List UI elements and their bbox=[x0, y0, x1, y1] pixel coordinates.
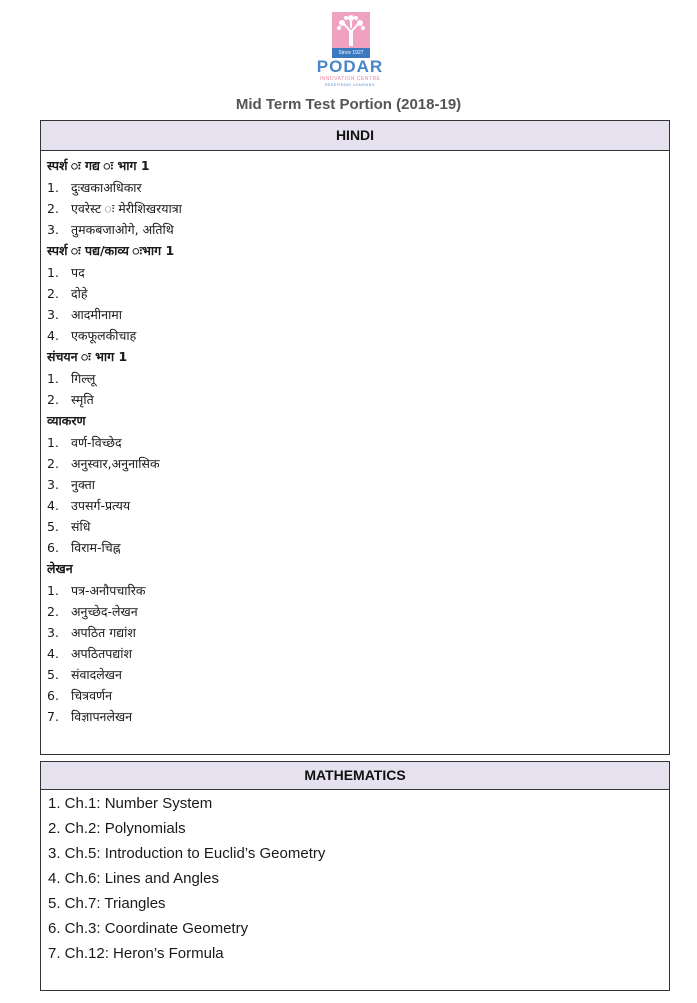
list-item: 2. Ch.2: Polynomials bbox=[48, 820, 186, 837]
list-item bbox=[47, 304, 669, 325]
list-item-number: 3. bbox=[47, 625, 59, 640]
hindi-subheading: संचयन ः भाग 1 bbox=[47, 349, 128, 364]
list-item bbox=[47, 325, 669, 346]
list-item-text: अपठित गद्यांश bbox=[71, 625, 136, 640]
list-item: 5. Ch.7: Triangles bbox=[48, 895, 166, 912]
logo-tagline: REDEFINING LEARNING bbox=[325, 83, 375, 87]
list-item-number: 1. bbox=[47, 180, 59, 195]
list-item-text: संवादलेखन bbox=[71, 667, 122, 682]
list-item-number: 3. bbox=[47, 222, 59, 237]
list-item-text: दोहे bbox=[71, 286, 88, 301]
list-item-text: दुःखकाअधिकार bbox=[71, 180, 142, 195]
list-item bbox=[47, 262, 669, 283]
list-item-text: तुमकबजाओगे, अतिथि bbox=[71, 222, 174, 237]
hindi-list bbox=[47, 580, 669, 727]
school-logo bbox=[300, 12, 400, 87]
list-item bbox=[47, 685, 669, 706]
list-item-number: 7. bbox=[47, 709, 59, 724]
list-item-text: पत्र-अनौपचारिक bbox=[71, 583, 146, 598]
list-item-text: चित्रवर्णन bbox=[71, 688, 113, 703]
list-item-number: 2. bbox=[47, 604, 59, 619]
list-item-text: उपसर्ग-प्रत्यय bbox=[71, 498, 131, 513]
list-item-number: 6. bbox=[47, 688, 59, 703]
list-item: 7. Ch.12: Heron’s Formula bbox=[48, 945, 224, 962]
list-item-number: 4. bbox=[47, 498, 59, 513]
list-item-number: 1. bbox=[47, 583, 59, 598]
logo-since: Since 1927 bbox=[332, 48, 370, 58]
mathematics-section bbox=[40, 761, 670, 991]
list-item bbox=[47, 177, 669, 198]
hindi-subheading: स्पर्श ः पद्य/काव्य ःभाग 1 bbox=[47, 243, 175, 258]
list-item-number: 1. bbox=[47, 371, 59, 386]
list-item bbox=[47, 601, 669, 622]
tree-icon bbox=[332, 12, 370, 48]
list-item bbox=[47, 537, 669, 558]
list-item-text: आदमीनामा bbox=[71, 307, 123, 322]
list-item-number: 2. bbox=[47, 392, 59, 407]
list-item-text: विज्ञापनलेखन bbox=[71, 709, 133, 724]
list-item-number: 3. bbox=[47, 307, 59, 322]
list-item-text: अनुस्वार,अनुनासिक bbox=[71, 456, 160, 471]
list-item-number: 3. bbox=[47, 477, 59, 492]
hindi-section bbox=[40, 120, 670, 755]
mathematics-header: MATHEMATICS bbox=[41, 762, 669, 790]
list-item bbox=[47, 643, 669, 664]
hindi-list bbox=[47, 368, 669, 410]
mathematics-list bbox=[41, 790, 669, 966]
hindi-header: HINDI bbox=[41, 121, 669, 151]
page-title: Mid Term Test Portion (2018-19) bbox=[235, 96, 462, 113]
list-item bbox=[47, 368, 669, 389]
list-item bbox=[47, 283, 669, 304]
list-item bbox=[47, 495, 669, 516]
list-item bbox=[47, 432, 669, 453]
list-item: 4. Ch.6: Lines and Angles bbox=[48, 870, 219, 887]
hindi-body bbox=[41, 151, 669, 727]
list-item-number: 5. bbox=[47, 667, 59, 682]
list-item-text: वर्ण-विच्छेद bbox=[71, 435, 122, 450]
list-item bbox=[47, 453, 669, 474]
list-item-text: अपठितपद्यांश bbox=[71, 646, 132, 661]
hindi-list bbox=[47, 432, 669, 558]
list-item bbox=[47, 219, 669, 240]
list-item-text: पद bbox=[71, 265, 85, 280]
list-item-number: 4. bbox=[47, 646, 59, 661]
list-item-number: 2. bbox=[47, 201, 59, 216]
list-item: 1. Ch.1: Number System bbox=[48, 795, 213, 812]
list-item-number: 6. bbox=[47, 540, 59, 555]
list-item: 6. Ch.3: Coordinate Geometry bbox=[48, 920, 249, 937]
list-item bbox=[47, 664, 669, 685]
list-item-text: एवरेस्ट ः मेरीशिखरयात्रा bbox=[71, 201, 182, 216]
hindi-list bbox=[47, 177, 669, 240]
hindi-list bbox=[47, 262, 669, 346]
list-item-number: 2. bbox=[47, 456, 59, 471]
list-item bbox=[47, 474, 669, 495]
list-item-text: गिल्लू bbox=[71, 371, 96, 386]
list-item-number: 1. bbox=[47, 435, 59, 450]
list-item-text: संधि bbox=[71, 519, 91, 534]
logo-subtitle: INNOVATION CENTRE bbox=[319, 76, 381, 82]
list-item-text: एकफूलकीचाह bbox=[71, 328, 137, 343]
list-item-number: 2. bbox=[47, 286, 59, 301]
list-item bbox=[47, 622, 669, 643]
hindi-subheading: व्याकरण bbox=[47, 413, 86, 428]
list-item: 3. Ch.5: Introduction to Euclid’s Geometry bbox=[48, 845, 326, 862]
list-item-text: विराम-चिह्न bbox=[71, 540, 121, 555]
list-item-number: 4. bbox=[47, 328, 59, 343]
list-item-number: 1. bbox=[47, 265, 59, 280]
list-item bbox=[47, 580, 669, 601]
logo-name: PODAR bbox=[316, 57, 384, 76]
hindi-subheading: स्पर्श ः गद्य ः भाग 1 bbox=[47, 158, 150, 173]
list-item-text: नुक्ता bbox=[71, 477, 96, 492]
list-item bbox=[47, 198, 669, 219]
list-item bbox=[47, 516, 669, 537]
list-item-text: अनुच्छेद-लेखन bbox=[71, 604, 138, 619]
list-item-number: 5. bbox=[47, 519, 59, 534]
list-item bbox=[47, 706, 669, 727]
list-item bbox=[47, 389, 669, 410]
hindi-subheading: लेखन bbox=[47, 561, 73, 576]
list-item-text: स्मृति bbox=[71, 392, 94, 407]
